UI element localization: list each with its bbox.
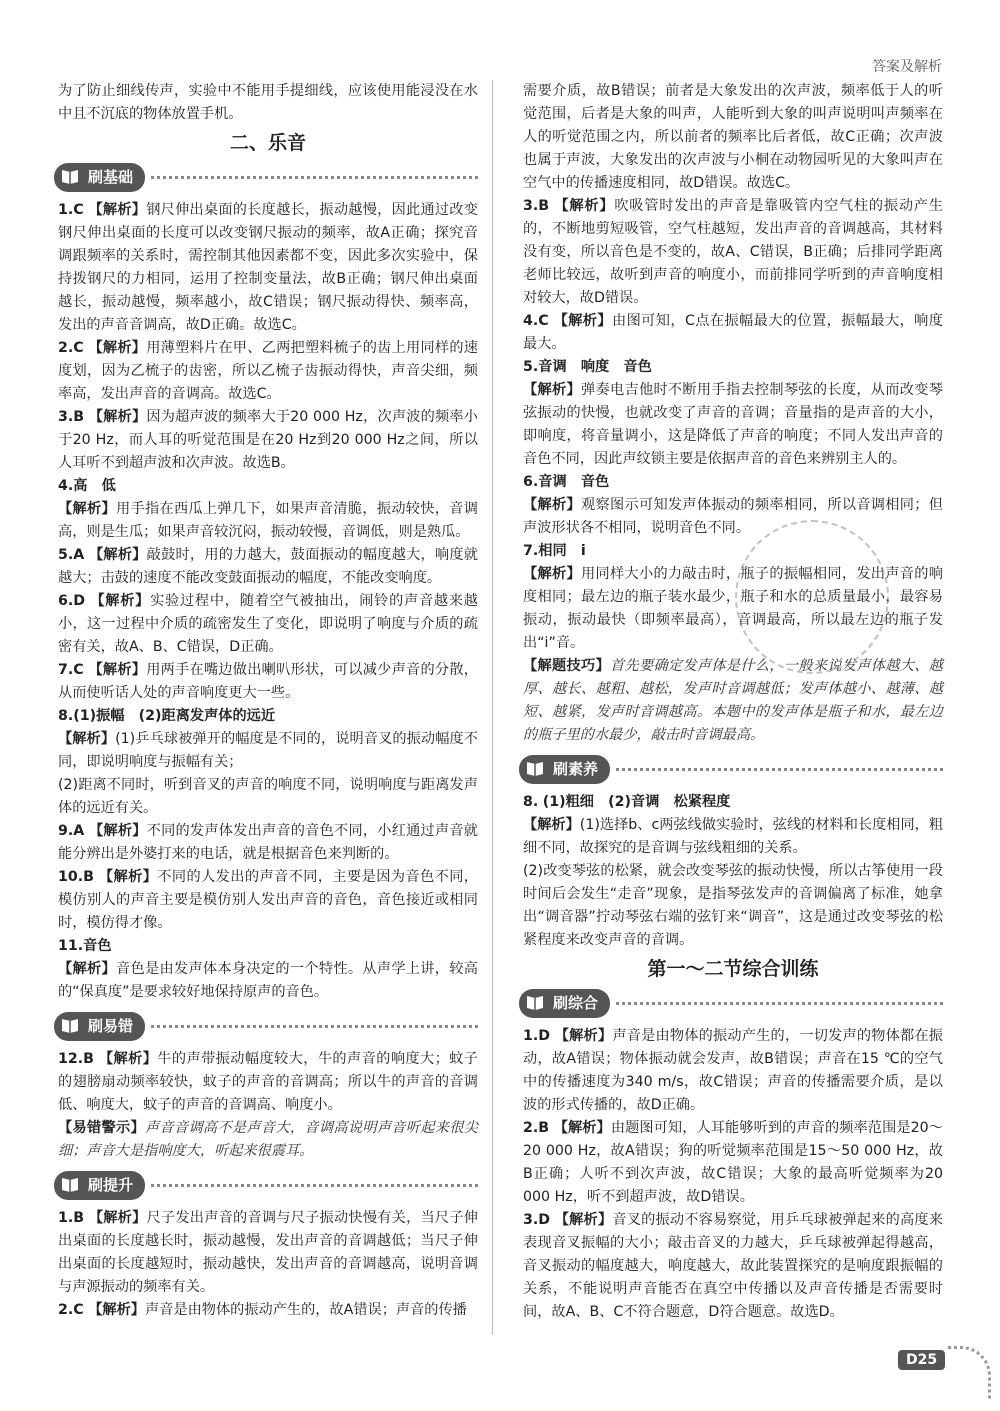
tisheng-items: [58, 1207, 478, 1322]
item-answer: (1)振幅 (2)距离发声体的远近: [73, 708, 276, 724]
banner-dots: [151, 1025, 478, 1028]
item-number: 1.C: [58, 202, 84, 218]
item-text: 用手指在西瓜上弹几下，如果声音清脆，振动较快，音调高，则是生瓜；如果声音较沉闷，振动较慢，音调低，则是熟瓜。: [58, 501, 478, 540]
item-answer: 音调 音色: [538, 474, 610, 490]
item-tag: 【 解析 】: [523, 382, 581, 398]
item-tag: 【 解析 】: [554, 313, 612, 329]
item-text: 尺子发出声音的音调与尺子振动快慢有关，当尺子伸出桌面的长度越长时，振动越慢，发出声音的音调越低；当尺子伸出桌面的长度越短时，振动越快，发出声音的音调越高，说明音调与声源振动的频率有关。: [58, 1210, 478, 1295]
tip-block: [523, 655, 943, 747]
book-icon: [525, 993, 545, 1011]
tip-text: 声音音调高不是声音大，音调高说明声音听起来很尖细；声音大是指响度大，听起来很震耳。: [58, 1120, 478, 1159]
answer-item: [58, 1048, 478, 1117]
item-number: 2.C: [58, 340, 84, 356]
item-text: 用两手在嘴边做出喇叭形状，可以减少声音的分散，从而使听话人处的声音响度更大一些。: [58, 662, 478, 701]
item-explanation: [523, 494, 943, 540]
item-extra: (2)距离不同时，听到音叉的声音的响度不同，说明响度与距离发声体的远近有关。: [58, 777, 478, 816]
item-tag: 【 解析 】: [88, 662, 146, 678]
answer-item: [58, 866, 478, 935]
answer-item: [58, 337, 478, 406]
footer-decoration: [948, 1346, 991, 1399]
banner-dots: [151, 176, 478, 179]
banner-dots: [616, 1002, 943, 1005]
item-text: 不同的人发出的声音不同，主要是因为音色不同，模仿别人的声音主要是模仿别人发出声音的音色，音色接近或相同时，模仿得才像。: [58, 869, 478, 931]
banner-dots: [151, 1184, 478, 1187]
answer-item: [58, 705, 478, 728]
answer-item: [58, 544, 478, 590]
answer-item: [523, 1209, 943, 1324]
banner-text: 刷提升: [88, 1175, 134, 1194]
answer-item: [58, 1207, 478, 1299]
item-tag: 【 解析 】: [88, 1302, 145, 1318]
answer-item: [58, 1299, 478, 1322]
item-tag: 【 解析 】: [58, 731, 115, 747]
item-text: (1)选择b、c两弦线做实验时，弦线的材料和长度相同，粗细不同，故探究的是音调与弦线粗细的关系。: [523, 817, 944, 856]
item-number: 8.: [523, 794, 539, 810]
item-number: 1.D: [523, 1028, 551, 1044]
item-tag: 【 解析 】: [90, 593, 150, 609]
banner-label: [519, 989, 610, 1018]
book-icon: [60, 1175, 80, 1193]
item-text: 音色是由发声体本身决定的一个特性。从声学上讲，较高的“保真度”是要求较好地保持原声的音色。: [58, 961, 478, 1000]
item-number: 10.B: [58, 869, 94, 885]
item-number: 4.: [58, 478, 74, 494]
item-text: 声音是由物体的振动产生的，故A错误；声音的传播: [145, 1302, 467, 1318]
answer-item: [523, 540, 943, 563]
answer-item: [58, 659, 478, 705]
banner-text: 刷基础: [88, 167, 134, 186]
item-text: 音叉的振动不容易察觉，用乒乓球被弹起来的高度来表现音叉振幅的大小；敲击音叉的力越大，乒乓球被弹起得越高，音叉振动的幅度越大，响度越大，故此装置探究的是响度跟振幅的关系，不能说明声音能否在真空中传播以及声音传播是否需要时间，故A、B、C不符合题意，D符合题意。故选D。: [523, 1212, 943, 1320]
continued-text: 需要介质，故B错误；前者是大象发出的次声波，频率低于人的听觉范围，后者是大象的叫声，人能听到大象的叫声说明叫声频率在人的听觉范围之内，所以前者的频率比后者低，故C正确；次声波也属于声波，大象发出的次声波与小桐在动物园听见的大象叫声在空气中的传播速度相同，故D错误。故选C。: [523, 83, 943, 191]
banner-shuayicuo: [54, 1012, 478, 1040]
right-column: [523, 80, 943, 1324]
item-tag: 【 解析 】: [88, 202, 146, 218]
answer-item: [58, 475, 478, 498]
item-text: 用同样大小的力敲击时，瓶子的振幅相同，发出声音的响度相同；最左边的瓶子装水最少，瓶子和水的总质量最小，最容易振动，振动最快（即频率最高），音调最高，所以最左边的瓶子发出“i”音。: [523, 566, 943, 651]
section-title-2: 第一～二节综合训练: [647, 958, 819, 980]
banner-shuatisheng: [54, 1171, 478, 1199]
item-tag: 【 解析 】: [89, 409, 147, 425]
item-text: 用薄塑料片在甲、乙两把塑料梳子的齿上用同样的速度划，因为乙梳子的齿密，所以乙梳子齿振动得快，声音尖细，频率高，发出声音的音调高。故选C。: [58, 340, 478, 402]
item-number: 6.D: [58, 593, 86, 609]
page-number: D25: [898, 1350, 945, 1370]
answer-item: [523, 356, 943, 379]
item-number: 8.: [58, 708, 74, 724]
banner-shuajichu: [54, 163, 478, 191]
item-tag: 【 解析 】: [554, 1120, 611, 1136]
item-tag: 【 解析 】: [58, 961, 116, 977]
answer-item: [58, 590, 478, 659]
zonghe-items: [523, 1025, 943, 1324]
banner-label: [54, 1171, 145, 1200]
item-answer: 音色: [83, 938, 112, 954]
item-text: 敲鼓时，用的力越大，鼓面振动的幅度越大，响度就越大；击鼓的速度不能改变鼓面振动的幅度，不能改变响度。: [58, 547, 478, 586]
banner-label: [54, 163, 145, 192]
book-icon: [60, 1016, 80, 1034]
item-number: 11.: [58, 938, 84, 954]
item-text: 吹吸管时发出的声音是靠吸管内空气柱的振动产生的，不断地剪短吸管，空气柱越短，发出声音的音调越高，其材料没有变，所以音色是不变的，故A、C错误，B正确；后排同学距离老师比较远，故听到声音的响度小，而前排同学听到的声音响度相对较大，故D错误。: [523, 198, 943, 306]
item-number: 12.B: [58, 1051, 94, 1067]
answer-item: [58, 820, 478, 866]
answer-item: [58, 406, 478, 475]
answer-item: [523, 1025, 943, 1117]
item-number: 6.: [523, 474, 539, 490]
banner-label: [54, 1012, 145, 1041]
answer-item: [523, 791, 943, 814]
item-explanation: [58, 958, 478, 1004]
item-text: (1)乒乓球被弹开的幅度是不同的，说明音叉的振动幅度不同，即说明响度与振幅有关；: [58, 731, 478, 770]
answer-item: [523, 195, 943, 310]
item-answer: 音调 响度 音色: [538, 359, 652, 375]
item-text: 由题图可知，人耳能够听到的声音的频率范围是20～20 000 Hz，故A错误；狗的听觉频率范围是15～50 000 Hz，故B正确；人听不到次声波，故C错误；大象的最高听觉频率为20 000 Hz，听不到超声波，故D错误。: [523, 1120, 943, 1205]
item-text: 因为超声波的频率大于20 000 Hz，次声波的频率小于20 Hz，而人耳的听觉范围是在20 Hz到20 000 Hz之间，所以人耳听不到超声波和次声波。故选B。: [58, 409, 478, 471]
item-explanation: [523, 814, 943, 860]
item-tag: 【 解析 】: [89, 547, 147, 563]
answer-item: [58, 199, 478, 337]
column-divider: [492, 80, 493, 1335]
item-answer: 相同 i: [538, 543, 586, 559]
answer-item: [523, 310, 943, 356]
item-tag: 【 解析 】: [88, 340, 146, 356]
item-number: 2.C: [58, 1302, 84, 1318]
item-number: 5.: [523, 359, 539, 375]
banner-shuasuyang: [519, 755, 943, 783]
answer-item: [523, 471, 943, 494]
banner-text: 刷易错: [88, 1016, 134, 1035]
item-number: 4.C: [523, 313, 549, 329]
answer-item: [58, 935, 478, 958]
left-items: [58, 199, 478, 1004]
intro-text: 为了防止细线传声，实验中不能用手提细线，应该使用能浸没在水中且不沉底的物体放置手机。: [58, 83, 478, 122]
item-number: 9.A: [58, 823, 85, 839]
item-number: 3.D: [523, 1212, 551, 1228]
item-text: 弹奏电吉他时不断用手指去控制琴弦的长度，从而改变琴弦振动的快慢，也就改变了声音的音调；音量指的是声音的大小，即响度，将音量调小，这是降低了声音的响度；不同人发出声音的音色不同，因此声纹锁主要是依据声音的音色来辨别主人的。: [523, 382, 943, 467]
item-number: 7.: [523, 543, 539, 559]
banner-text: 刷综合: [553, 993, 599, 1012]
item-tag: 【 解析 】: [555, 1028, 613, 1044]
banner-text: 刷素养: [553, 759, 599, 778]
item-extra: (2)改变琴弦的松紧，就会改变琴弦的振动快慢，所以古筝使用一段时间后会发生“走音”现象，是指琴弦发声的音调偏离了标准，她拿出“调音器”拧动琴弦右端的弦钉来“调音”，这是通过改变琴弦的松紧程度来改变声音的音调。: [523, 863, 943, 948]
right-items: [523, 195, 943, 747]
item-text: 不同的发声体发出声音的音色不同，小红通过声音就能分辨出是外婆打来的电话，就是根据音色来判断的。: [58, 823, 478, 862]
answer-item: [523, 1117, 943, 1209]
item-number: 5.A: [58, 547, 85, 563]
item-answer: (1)粗细 (2)音调 松紧程度: [542, 794, 731, 810]
item-tag: 【 解析 】: [523, 497, 581, 513]
item-explanation: [523, 563, 943, 655]
tip-text: 首先要确定发声体是什么，一般来说发声体越大、越厚、越长、越粗、越松，发声时音调越低；发声体越小、越薄、越短、越紧，发声时音调越高。本题中的发声体是瓶子和水，最左边的瓶子里的水最少，敲击时音调最高。: [523, 658, 943, 743]
item-number: 7.C: [58, 662, 84, 678]
item-tag: 【 解析 】: [89, 823, 147, 839]
tip-block: [58, 1117, 478, 1163]
item-tag: 【 解析 】: [523, 817, 580, 833]
section-title: 二、乐音: [229, 132, 306, 154]
item-explanation: [58, 728, 478, 774]
item-text: 由图可知，C点在振幅最大的位置，振幅最大，响度最大。: [523, 313, 943, 352]
item-number: 3.B: [58, 409, 85, 425]
tip-tag: 【 易错警示 】: [58, 1120, 145, 1136]
item-text: 声音是由物体的振动产生的，一切发声的物体都在振动，故A错误；物体振动就会发声，故B错误；声音在15 ℃的空气中的传播速度为340 m/s，故C错误；声音的传播需要介质，是以波的形式传播的，故D正确。: [523, 1028, 943, 1113]
banner-dots: [616, 768, 943, 771]
item-tag: 【 解析 】: [58, 501, 116, 517]
header-title: 答案及解析: [872, 59, 942, 75]
item-tag: 【 解析 】: [99, 869, 157, 885]
item-explanation: [523, 379, 943, 471]
tip-tag: 【 解题技巧 】: [523, 658, 610, 674]
item-tag: 【 解析 】: [555, 1212, 613, 1228]
item-number: 2.B: [523, 1120, 550, 1136]
item-tag: 【 解析 】: [89, 1210, 147, 1226]
left-column: [58, 80, 478, 1322]
item-text: 钢尺伸出桌面的长度越长，振动越慢，因此通过改变钢尺伸出桌面的长度可以改变钢尺振动的频率，故A正确；探究音调跟频率的关系时，需控制其他因素都不变，因此多次实验中，保持拨钢尺的力相同，运用了控制变量法，故B正确；钢尺伸出桌面越长，振动越慢，频率越小，故C错误；钢尺振动得快、频率高，发出的声音音调高，故D正确。故选C。: [58, 202, 478, 333]
banner-label: [519, 755, 610, 784]
item-text: 观察图示可知发声体振动的频率相同，所以音调相同；但声波形状各不相同，说明音色不同。: [523, 497, 943, 536]
item-number: 1.B: [58, 1210, 85, 1226]
item-tag: 【 解析 】: [99, 1051, 157, 1067]
book-icon: [60, 167, 80, 185]
item-explanation: [58, 498, 478, 544]
item-text: 实验过程中，随着空气被抽出，闹铃的声音越来越小，这一过程中介质的疏密发生了变化，即说明了响度与介质的疏密有关，故A、B、C错误，D正确。: [58, 593, 478, 655]
item-answer: 高 低: [73, 478, 116, 494]
item-number: 3.B: [523, 198, 550, 214]
item-tag: 【 解析 】: [554, 198, 614, 214]
item-tag: 【 解析 】: [523, 566, 581, 582]
banner-shuazonghe: [519, 989, 943, 1017]
book-icon: [525, 759, 545, 777]
item-text: 牛的声带振动幅度较大，牛的声音的响度大；蚊子的翅膀扇动频率较快，蚊子的声音的音调高；所以牛的声音的音调低、响度大，蚊子的声音的音调高、响度小。: [58, 1051, 478, 1113]
